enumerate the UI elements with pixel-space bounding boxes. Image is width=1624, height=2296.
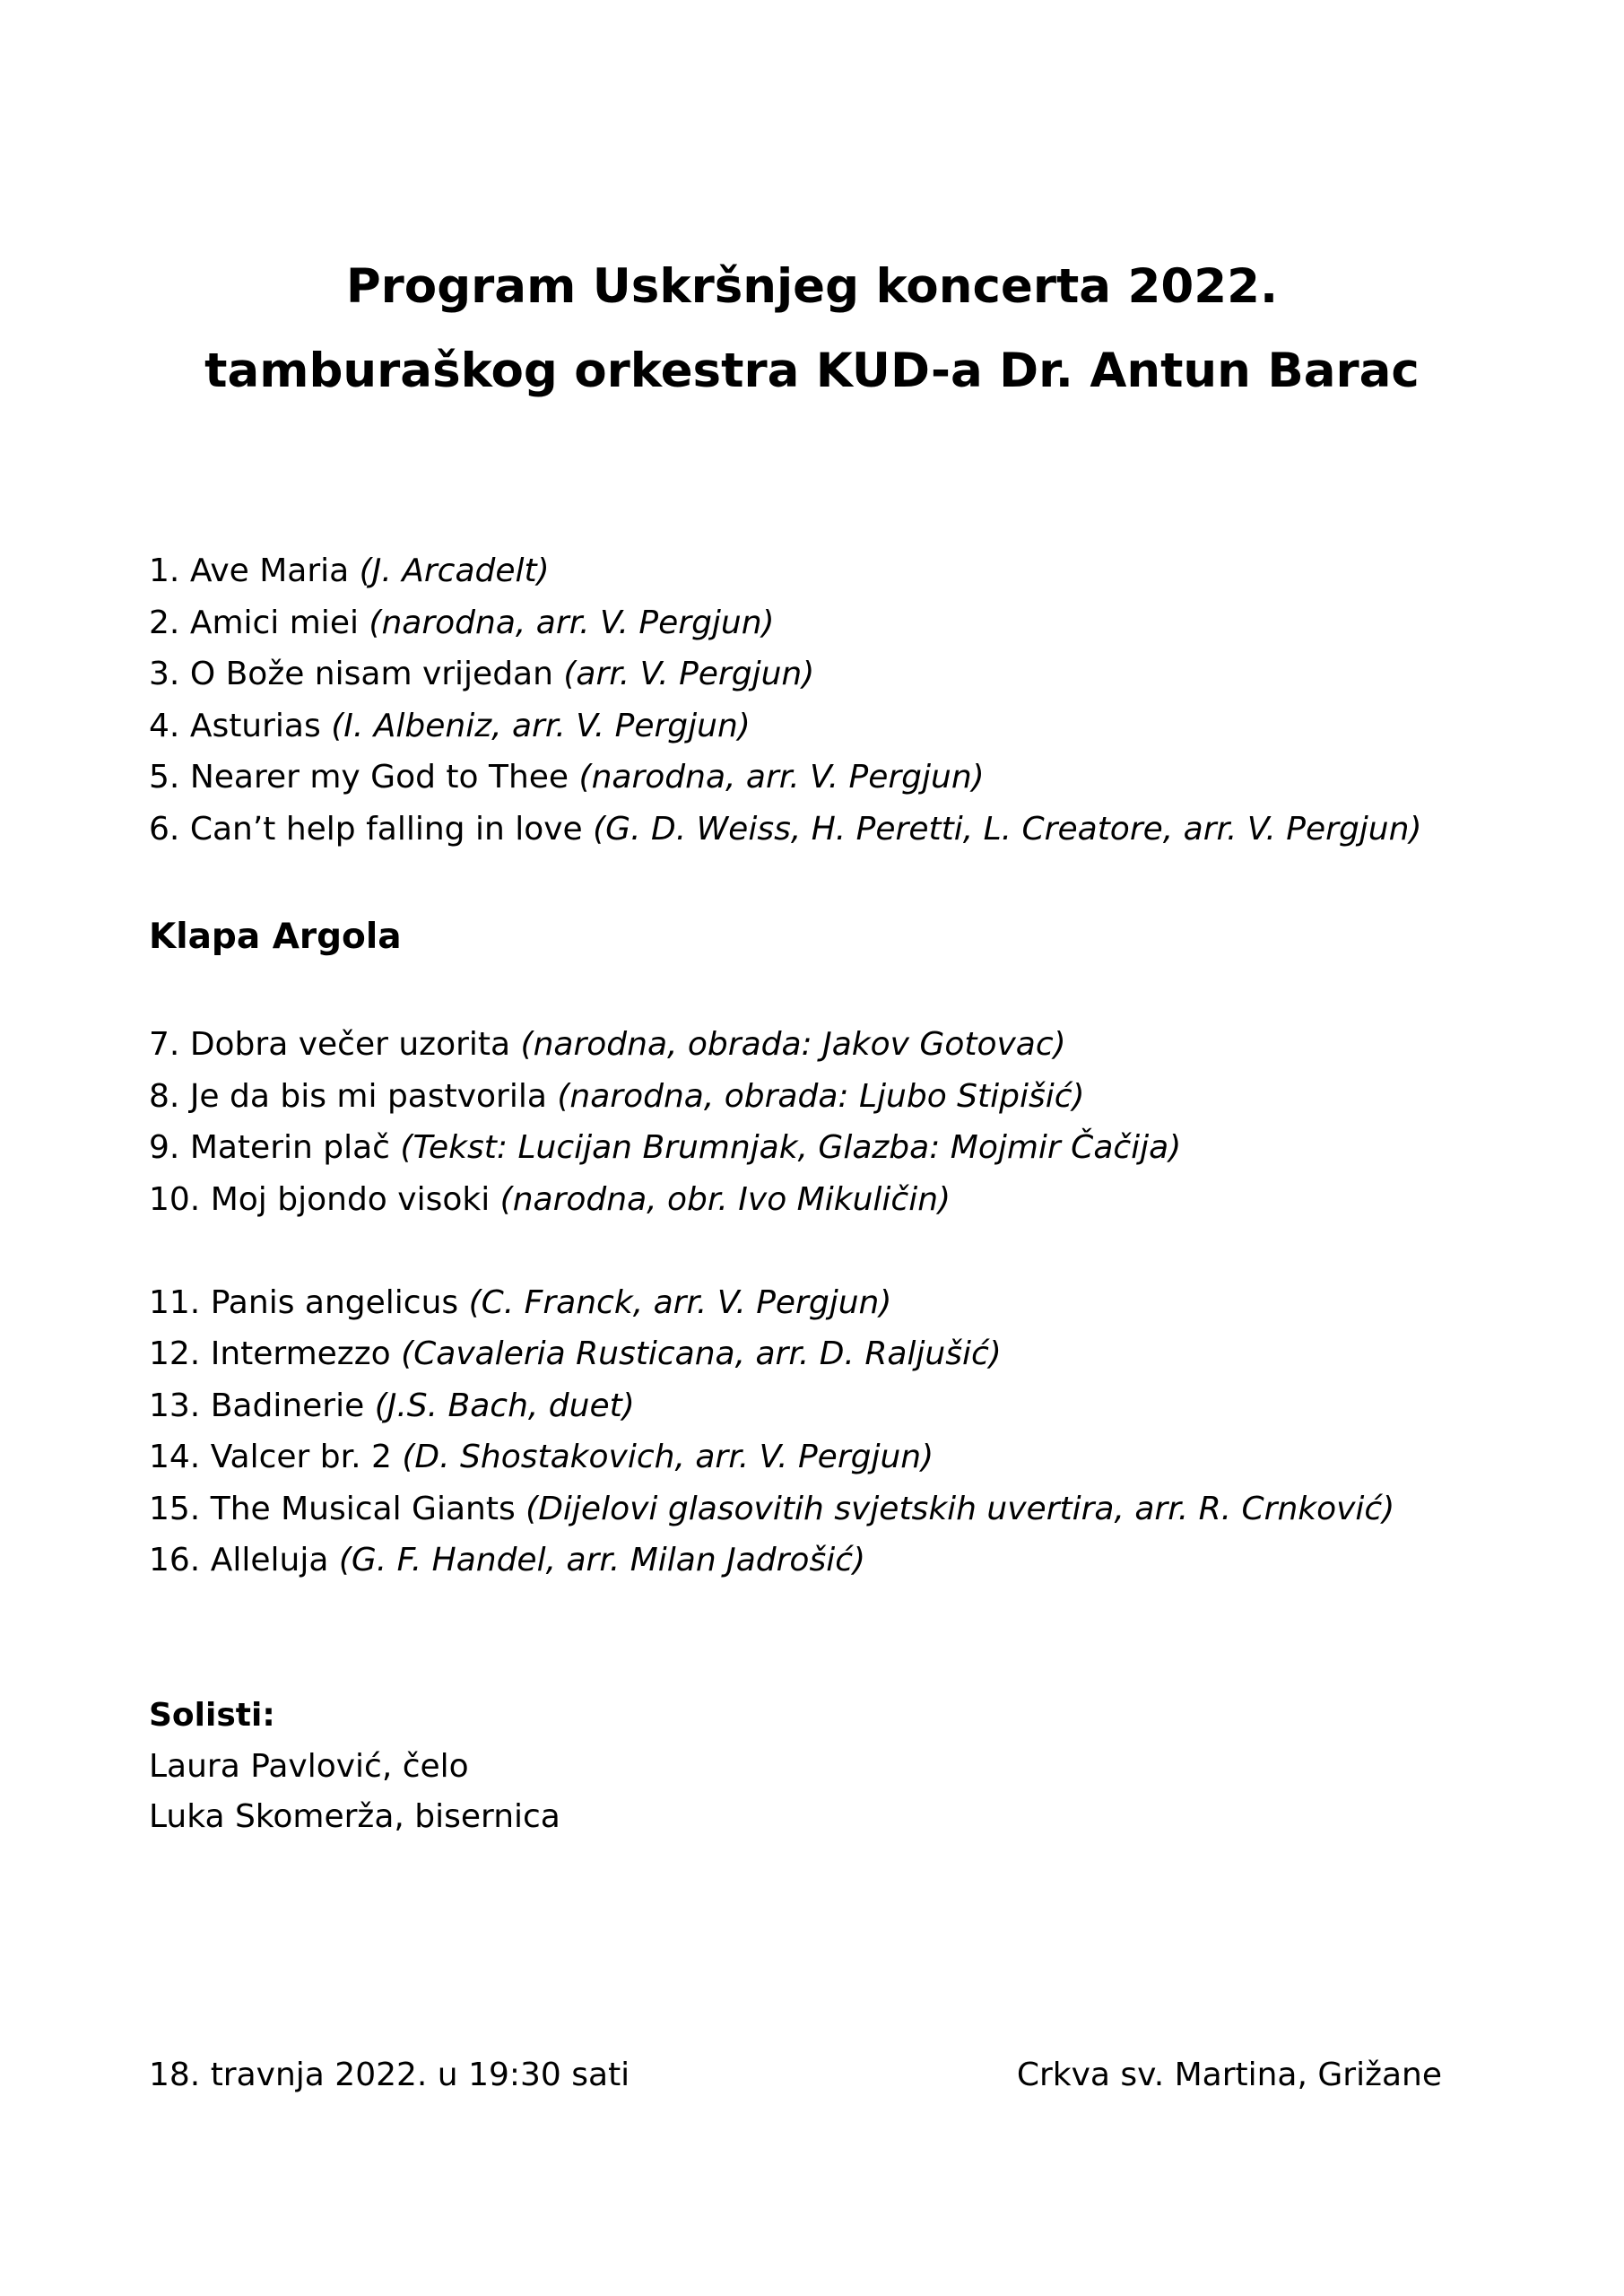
- item-piece: O Bože nisam vrijedan: [189, 656, 553, 692]
- concert-venue: Crkva sv. Martina, Grižane: [1016, 2057, 1442, 2093]
- item-number: 16.: [149, 1542, 201, 1578]
- item-piece: Badinerie: [210, 1387, 365, 1424]
- item-credit: (J. Arcadelt): [359, 552, 550, 589]
- item-piece: Valcer br. 2: [210, 1439, 392, 1475]
- program-item: [149, 1334, 1002, 1375]
- item-piece: Asturias: [189, 708, 321, 744]
- item-piece: Amici miei: [189, 604, 359, 641]
- item-credit: (J.S. Bach, duet): [374, 1387, 635, 1424]
- item-credit: (Dijelovi glasovitih svjetskih uvertira, arr. R. Crnković): [525, 1491, 1395, 1527]
- item-number: 1.: [149, 552, 180, 589]
- soloist: Luka Skomerža, bisernica: [149, 1798, 560, 1835]
- item-piece: Materin plač: [189, 1129, 390, 1166]
- item-credit: (arr. V. Pergjun): [563, 656, 815, 692]
- item-credit: (narodna, arr. V. Pergjun): [369, 604, 775, 641]
- item-number: 4.: [149, 708, 180, 744]
- section-heading-klapa: Klapa Argola: [149, 917, 402, 957]
- document-title-line-1: Program Uskršnjeg koncerta 2022.: [345, 259, 1279, 314]
- item-piece: Alleluja: [210, 1542, 329, 1578]
- item-credit: (G. F. Handel, arr. Milan Jadrošić): [338, 1542, 866, 1578]
- item-credit: (narodna, obrada: Ljubo Stipišić): [557, 1078, 1085, 1115]
- program-item: [149, 603, 775, 644]
- item-credit: (Tekst: Lucijan Brumnjak, Glazba: Mojmir Čačija): [400, 1129, 1182, 1166]
- soloist: Laura Pavlović, čelo: [149, 1748, 469, 1785]
- item-number: 13.: [149, 1387, 201, 1424]
- program-item: [149, 1283, 891, 1324]
- item-number: 8.: [149, 1078, 180, 1115]
- program-item: [149, 1024, 1066, 1065]
- program-item: [149, 1386, 635, 1427]
- item-piece: The Musical Giants: [210, 1491, 516, 1527]
- program-item: [149, 1076, 1085, 1118]
- item-number: 6.: [149, 811, 180, 848]
- item-number: 14.: [149, 1439, 201, 1475]
- item-number: 3.: [149, 656, 180, 692]
- item-number: 7.: [149, 1026, 180, 1063]
- item-credit: (narodna, obrada: Jakov Gotovac): [520, 1026, 1066, 1063]
- item-number: 12.: [149, 1335, 201, 1372]
- item-credit: (G. D. Weiss, H. Peretti, L. Creatore, arr. V. Pergjun): [593, 811, 1422, 848]
- item-credit: (C. Franck, arr. V. Pergjun): [468, 1284, 892, 1321]
- item-number: 10.: [149, 1181, 201, 1218]
- program-item: [149, 1127, 1181, 1169]
- concert-date-time: 18. travnja 2022. u 19:30 sati: [149, 2057, 630, 2093]
- program-item: [149, 757, 985, 798]
- item-number: 2.: [149, 604, 180, 641]
- item-piece: Dobra večer uzorita: [189, 1026, 511, 1063]
- item-piece: Can’t help falling in love: [189, 811, 583, 848]
- program-item: [149, 654, 814, 695]
- program-item: [149, 1489, 1394, 1530]
- soloists-heading: Solisti:: [149, 1697, 275, 1734]
- item-piece: Je da bis mi pastvorila: [189, 1078, 547, 1115]
- item-credit: (D. Shostakovich, arr. V. Pergjun): [402, 1439, 934, 1475]
- program-item: [149, 706, 751, 747]
- item-credit: (narodna, arr. V. Pergjun): [578, 759, 985, 796]
- item-piece: Nearer my God to Thee: [189, 759, 569, 796]
- document-title-line-2: tamburaškog orkestra KUD-a Dr. Antun Barac: [204, 344, 1420, 398]
- item-credit: (narodna, obr. Ivo Mikuličin): [499, 1181, 951, 1218]
- program-item: [149, 1437, 934, 1478]
- program-item: [149, 1540, 865, 1581]
- item-number: 9.: [149, 1129, 180, 1166]
- item-number: 15.: [149, 1491, 201, 1527]
- item-piece: Panis angelicus: [210, 1284, 459, 1321]
- item-piece: Ave Maria: [189, 552, 350, 589]
- program-item: [149, 551, 550, 592]
- item-credit: (Cavaleria Rusticana, arr. D. Raljušić): [401, 1335, 1002, 1372]
- item-credit: (I. Albeniz, arr. V. Pergjun): [331, 708, 751, 744]
- item-number: 11.: [149, 1284, 201, 1321]
- program-item: [149, 809, 1422, 850]
- program-item: [149, 1179, 951, 1221]
- item-piece: Moj bjondo visoki: [210, 1181, 491, 1218]
- item-piece: Intermezzo: [210, 1335, 391, 1372]
- item-number: 5.: [149, 759, 180, 796]
